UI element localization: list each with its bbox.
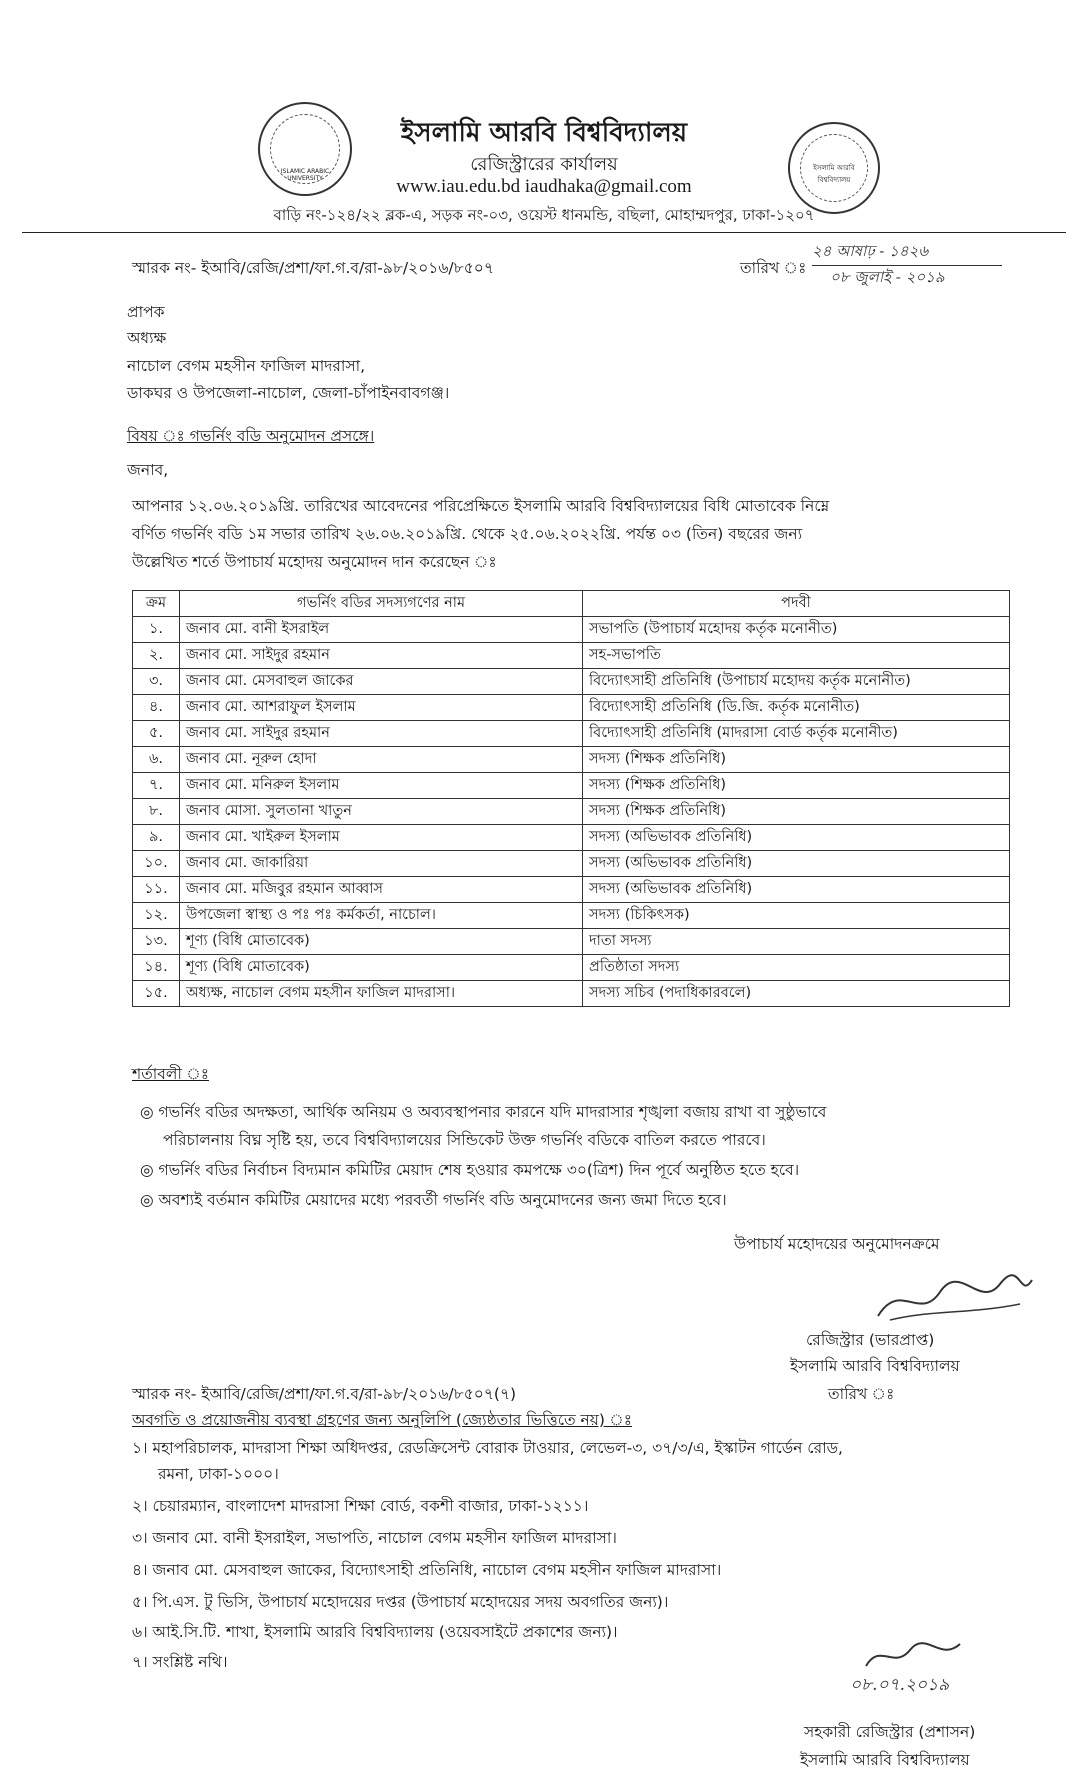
recipient-address: ডাকঘর ও উপজেলা-নাচোল, জেলা-চাঁপাইনবাবগঞ্জ। [127,384,450,402]
body-line-2: বর্ণিত গভর্নিং বডি ১ম সভার তারিখ ২৬.০৬.২০১৯খ্রি. থেকে ২৫.০৬.২০২২খ্রি. পর্যন্ত ০৩ (তিন) বছরের জন্য [132,525,803,543]
salutation: জনাব, [127,461,169,479]
table-header-row [133,591,1010,617]
copy-item-3: ৩। জনাব মো. বানী ইসরাইল, সভাপতি, নাচোল বেগম মহসীন ফাজিল মাদরাসা। [132,1529,617,1547]
row-member-name: জনাব মোসা. সুলতানা খাতুন [180,799,583,825]
signatory1-title: রেজিস্ট্রার (ভারপ্রাপ্ত) [806,1331,935,1349]
row-member-name: শূণ্য (বিধি মোতাবেক) [180,955,583,981]
memo-date-en: ০৮ জুলাই - ২০১৯ [830,268,945,286]
recipient-label: প্রাপক [127,303,165,321]
table-row [133,643,1010,669]
copy-item-1-cont: রমনা, ঢাকা-১০০০। [158,1465,279,1483]
row-serial: ৭. [133,773,180,799]
table-row [133,695,1010,721]
row-member-name: জনাব মো. খাইরুল ইসলাম [180,825,583,851]
row-designation: সদস্য (শিক্ষক প্রতিনিধি) [583,799,1010,825]
table-row [133,851,1010,877]
condition-3: ◎ অবশ্যই বর্তমান কমিটির মেয়াদের মধ্যে পরবর্তী গভর্নিং বডি অনুমোদনের জন্য জমা দিতে হবে। [140,1191,727,1209]
row-serial: ৩. [133,669,180,695]
table-row [133,929,1010,955]
row-designation: সদস্য (চিকিৎসক) [583,903,1010,929]
row-designation: প্রতিষ্ঠাতা সদস্য [583,955,1010,981]
contact-info: www.iau.edu.bd iaudhaka@gmail.com [396,176,692,197]
memo-date-bn: ২৪ আষাঢ় - ১৪২৬ [812,240,1002,266]
col-member-name: গভর্নিং বডির সদস্যগণের নাম [180,591,583,617]
col-serial: ক্রম [133,591,180,617]
row-designation: সভাপতি (উপাচার্য মহোদয় কর্তৃক মনোনীত) [583,617,1010,643]
row-serial: ১১. [133,877,180,903]
assistant-registrar-signature [860,1636,970,1676]
table-row [133,747,1010,773]
col-designation: পদবী [583,591,1010,617]
row-serial: ৮. [133,799,180,825]
row-member-name: জনাব মো. মজিবুর রহমান আব্বাস [180,877,583,903]
table-row [133,617,1010,643]
copy-item-5: ৫। পি.এস. টু ভিসি, উপাচার্য মহোদয়ের দপ্তর (উপাচার্য মহোদয়ের সদয় অবগতির জন্য)। [132,1593,669,1611]
row-serial: ১৪. [133,955,180,981]
row-serial: ১৫. [133,981,180,1007]
copy-heading: অবগতি ও প্রয়োজনীয় ব্যবস্থা গ্রহণের জন্য অনুলিপি (জ্যেষ্ঠতার ভিত্তিতে নয়) ঃ [132,1411,633,1429]
body-line-1: আপনার ১২.০৬.২০১৯খ্রি. তারিখের আবেদনের পরিপ্রেক্ষিতে ইসলামি আরবি বিশ্ববিদ্যালয়ের বিধি মোতাবেক নিম্নে [132,497,830,515]
condition-1a: ◎ গভর্নিং বডির অদক্ষতা, আর্থিক অনিয়ম ও অব্যবস্থাপনার কারনে যদি মাদরাসার শৃঙ্খলা বজায় রাখা বা সুষ্ঠুভাবে [140,1103,827,1121]
approval-note: উপাচার্য মহোদয়ের অনুমোদনক্রমে [734,1235,940,1253]
row-designation: সদস্য (শিক্ষক প্রতিনিধি) [583,773,1010,799]
row-designation: সহ-সভাপতি [583,643,1010,669]
row-serial: ১৩. [133,929,180,955]
university-name: ইসলামি আরবি বিশ্ববিদ্যালয় [400,118,688,148]
table-row [133,799,1010,825]
row-member-name: শূণ্য (বিধি মোতাবেক) [180,929,583,955]
table-row [133,903,1010,929]
row-designation: সদস্য (শিক্ষক প্রতিনিধি) [583,747,1010,773]
recipient-name: নাচোল বেগম মহসীন ফাজিল মাদরাসা, [127,357,366,375]
registrar-signature [870,1270,1040,1330]
row-designation: সদস্য সচিব (পদাধিকারবলে) [583,981,1010,1007]
row-designation: বিদ্যোৎসাহী প্রতিনিধি (মাদরাসা বোর্ড কর্তৃক মনোনীত) [583,721,1010,747]
row-member-name: অধ্যক্ষ, নাচোল বেগম মহসীন ফাজিল মাদরাসা। [180,981,583,1007]
office-name: রেজিস্ট্রারের কার্যালয় [470,154,618,175]
copy-item-6: ৬। আই.সি.টি. শাখা, ইসলামি আরবি বিশ্ববিদ্যালয় (ওয়েবসাইটে প্রকাশের জন্য)। [132,1623,618,1641]
condition-2: ◎ গভর্নিং বডির নির্বাচন বিদ্যমান কমিটির মেয়াদ শেষ হওয়ার কমপক্ষে ৩০(ত্রিশ) দিন পূর্বে অনুষ্ঠিত হতে হবে। [140,1161,800,1179]
table-row [133,981,1010,1007]
row-designation: বিদ্যোৎসাহী প্রতিনিধি (উপাচার্য মহোদয় কর্তৃক মনোনীত) [583,669,1010,695]
row-member-name: জনাব মো. বানী ইসরাইল [180,617,583,643]
copy-item-2: ২। চেয়ারম্যান, বাংলাদেশ মাদরাসা শিক্ষা বোর্ড, বকশী বাজার, ঢাকা-১২১১। [132,1497,589,1515]
subject: বিষয় ঃ গভর্নিং বডি অনুমোদন প্রসঙ্গে। [127,427,375,445]
row-member-name: জনাব মো. নূরুল হোদা [180,747,583,773]
row-member-name: উপজেলা স্বাস্থ্য ও পঃ পঃ কর্মকর্তা, নাচোল। [180,903,583,929]
signatory1-org: ইসলামি আরবি বিশ্ববিদ্যালয় [790,1357,960,1375]
row-member-name: জনাব মো. জাকারিয়া [180,851,583,877]
row-designation: সদস্য (অভিভাবক প্রতিনিধি) [583,877,1010,903]
row-serial: ১০. [133,851,180,877]
row-designation: বিদ্যোৎসাহী প্রতিনিধি (ডি.জি. কর্তৃক মনোনীত) [583,695,1010,721]
table-row [133,955,1010,981]
conditions-title: শর্তাবলী ঃ [132,1065,209,1083]
row-member-name: জনাব মো. মেসবাহুল জাকের [180,669,583,695]
seal-right-text: ইসলামি আরবি বিশ্ববিদ্যালয় [813,164,855,184]
row-member-name: জনাব মো. সাইদুর রহমান [180,721,583,747]
row-serial: ২. [133,643,180,669]
memo-ref: স্মারক নং- ইআবি/রেজি/প্রশা/ফা.গ.ব/রা-৯৮/২০১৬/৮৫০৭ [132,259,494,277]
row-member-name: জনাব মো. আশরাফুল ইসলাম [180,695,583,721]
table-row [133,825,1010,851]
copy-memo-ref: স্মারক নং- ইআবি/রেজি/প্রশা/ফা.গ.ব/রা-৯৮/২০১৬/৮৫০৭(৭) [132,1385,517,1403]
signatory2-org: ইসলামি আরবি বিশ্ববিদ্যালয় [800,1751,970,1769]
header-divider [22,232,1066,233]
governing-body-table [132,590,1010,1007]
table-row [133,877,1010,903]
row-designation: সদস্য (অভিভাবক প্রতিনিধি) [583,851,1010,877]
table-row [133,721,1010,747]
row-serial: ৬. [133,747,180,773]
copy-item-1: ১। মহাপরিচালক, মাদরাসা শিক্ষা অধিদপ্তর, রেডক্রিসেন্ট বোরাক টাওয়ার, লেভেল-৩, ৩৭/৩/এ, ইস্কাটন গার্ডেন রোড, [132,1439,843,1457]
signatory2-title: সহকারী রেজিস্ট্রার (প্রশাসন) [804,1723,976,1741]
copy-item-4: ৪। জনাব মো. মেসবাহুল জাকের, বিদ্যোৎসাহী প্রতিনিধি, নাচোল বেগম মহসীন ফাজিল মাদরাসা। [132,1561,722,1579]
row-designation: দাতা সদস্য [583,929,1010,955]
table-row [133,669,1010,695]
row-member-name: জনাব মো. মনিরুল ইসলাম [180,773,583,799]
row-serial: ১. [133,617,180,643]
copy-memo-date-label: তারিখ ঃ [828,1385,895,1403]
row-serial: ৯. [133,825,180,851]
copy-item-7: ৭। সংশ্লিষ্ট নথি। [132,1653,228,1671]
signature-date: ০৮.০৭.২০১৯ [850,1675,950,1695]
row-designation: সদস্য (অভিভাবক প্রতিনিধি) [583,825,1010,851]
table-row [133,773,1010,799]
address: বাড়ি নং-১২৪/২২ ব্লক-এ, সড়ক নং-০৩, ওয়েস্ট ধানমন্ডি, বছিলা, মোহাম্মদপুর, ঢাকা-১২০৭ [273,206,815,224]
row-serial: ৪. [133,695,180,721]
body-line-3: উল্লেখিত শর্তে উপাচার্য মহোদয় অনুমোদন দান করেছেন ঃ [132,553,497,571]
condition-1b: পরিচালনায় বিঘ্ন সৃষ্টি হয়, তবে বিশ্ববিদ্যালয়ের সিন্ডিকেট উক্ত গভর্নিং বডিকে বাতিল করতে পারবে। [163,1131,766,1149]
row-serial: ৫. [133,721,180,747]
row-member-name: জনাব মো. সাইদুর রহমান [180,643,583,669]
table-body [133,617,1010,1007]
row-serial: ১২. [133,903,180,929]
seal-left-text: ISLAMIC ARABIC UNIVERSITY [280,168,330,182]
recipient-title: অধ্যক্ষ [127,329,167,347]
memo-date-label: তারিখ ঃ [740,259,807,277]
